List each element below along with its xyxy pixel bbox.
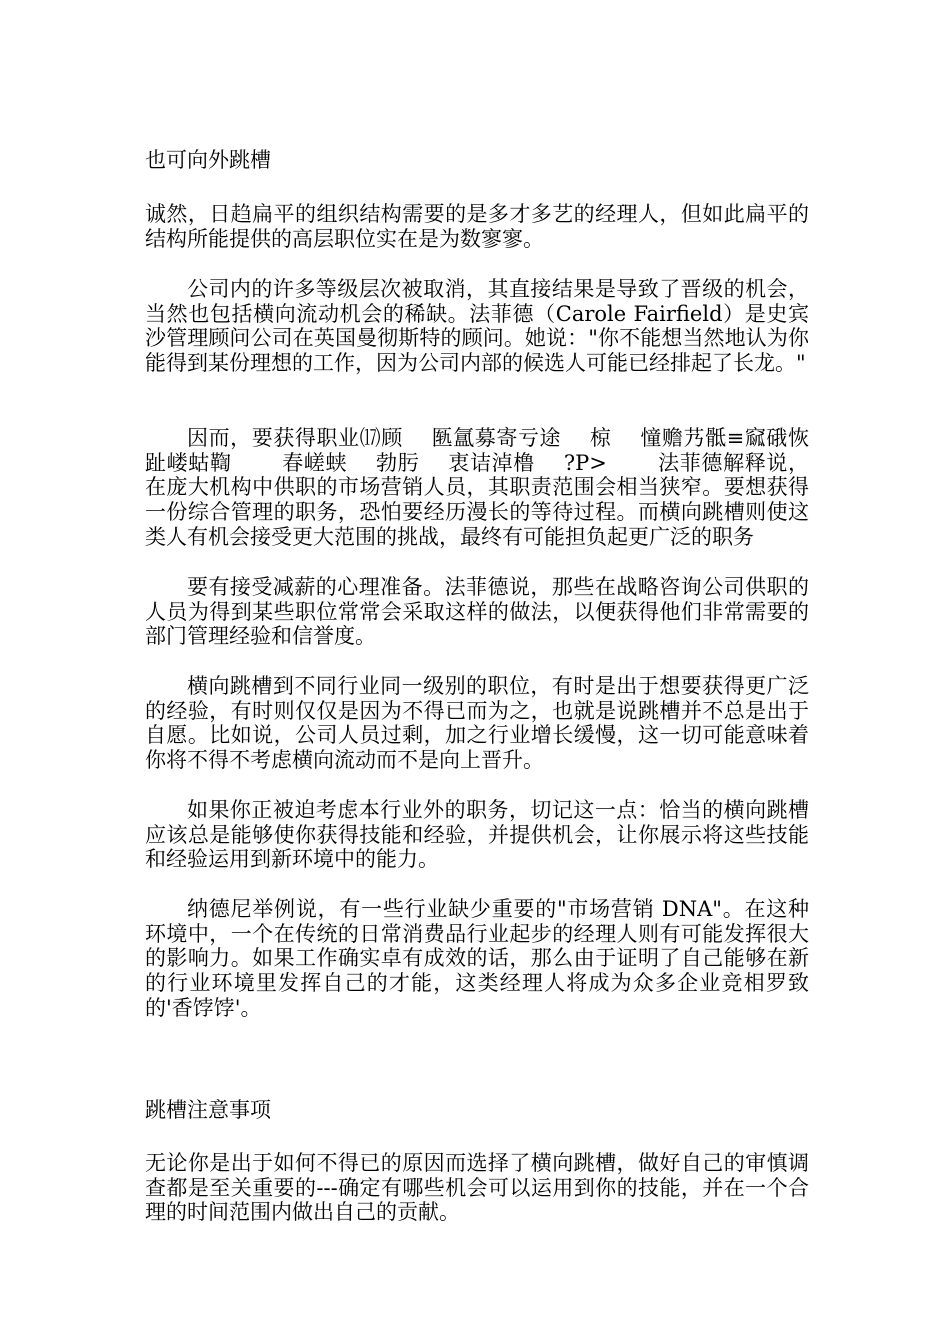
paragraph-pay-cut: 要有接受减薪的心理准备。法菲德说，那些在战略咨询公司供职的人员为得到某些职位常常会采取这样的做法，以便获得他们非常需要的部门管理经验和信誉度。 [145, 575, 809, 649]
paragraph-forced-move: 如果你正被迫考虑本行业外的职务，切记这一点：恰当的横向跳槽应该总是能够使你获得技能和经验，并提供机会，让你展示将这些技能和经验运用到新环境中的能力。 [145, 798, 809, 872]
paragraph-flat-structure: 诚然，日趋扁平的组织结构需要的是多才多艺的经理人，但如此扁平的结构所能提供的高层职位实在是为数寥寥。 [145, 202, 809, 251]
paragraph-career-garbled: 因而，要获得职业⒄顾 匦氲募寄亏途 椋 憧赡艿骶≡窳硪恢趾嵝蛄鞫 春嵯蛱 勃肟 衷诘淖橹 ?P> 法菲德解释说，在庞大机构中供职的市场营销人员，其职责范围会相当狭窄。要想获得一份综合管理的职务，恐怕要经历漫长的等待过程。而横向跳槽则使这类人有机会接受更大范围的挑战，最终有可能担负起更广泛的职务 [145, 426, 809, 549]
section-heading-precautions: 跳槽注意事项 [145, 1098, 271, 1122]
paragraph-fewer-levels: 公司内的许多等级层次被取消，其直接结果是导致了晋级的机会，当然也包括横向流动机会的稀缺。法菲德（Carole Fairfield）是史宾沙管理顾问公司在英国曼彻斯特的顾问。她说："你不能想当然地认为你能得到某份理想的工作，因为公司内部的候选人可能已经排起了长龙。" [145, 277, 809, 376]
paragraph-due-diligence: 无论你是出于如何不得已的原因而选择了横向跳槽，做好自己的审慎调查都是至关重要的---确定有哪些机会可以运用到你的技能，并在一个合理的时间范围内做出自己的贡献。 [145, 1151, 809, 1225]
section-heading-lateral-move: 也可向外跳槽 [145, 148, 271, 172]
paragraph-different-industry: 横向跳槽到不同行业同一级别的职位，有时是出于想要获得更广泛的经验，有时则仅仅是因为不得已而为之，也就是说跳槽并不总是出于自愿。比如说，公司人员过剩，加之行业增长缓慢，这一切可能意味着你将不得不考虑横向流动而不是向上晋升。 [145, 674, 809, 773]
paragraph-marketing-dna: 纳德尼举例说，有一些行业缺少重要的"市场营销 DNA"。在这种环境中，一个在传统的日常消费品行业起步的经理人则有可能发挥很大的影响力。如果工作确实卓有成效的话，那么由于证明了自己能够在新的行业环境里发挥自己的才能，这类经理人将成为众多企业竞相罗致的'香饽饽'。 [145, 897, 809, 1020]
